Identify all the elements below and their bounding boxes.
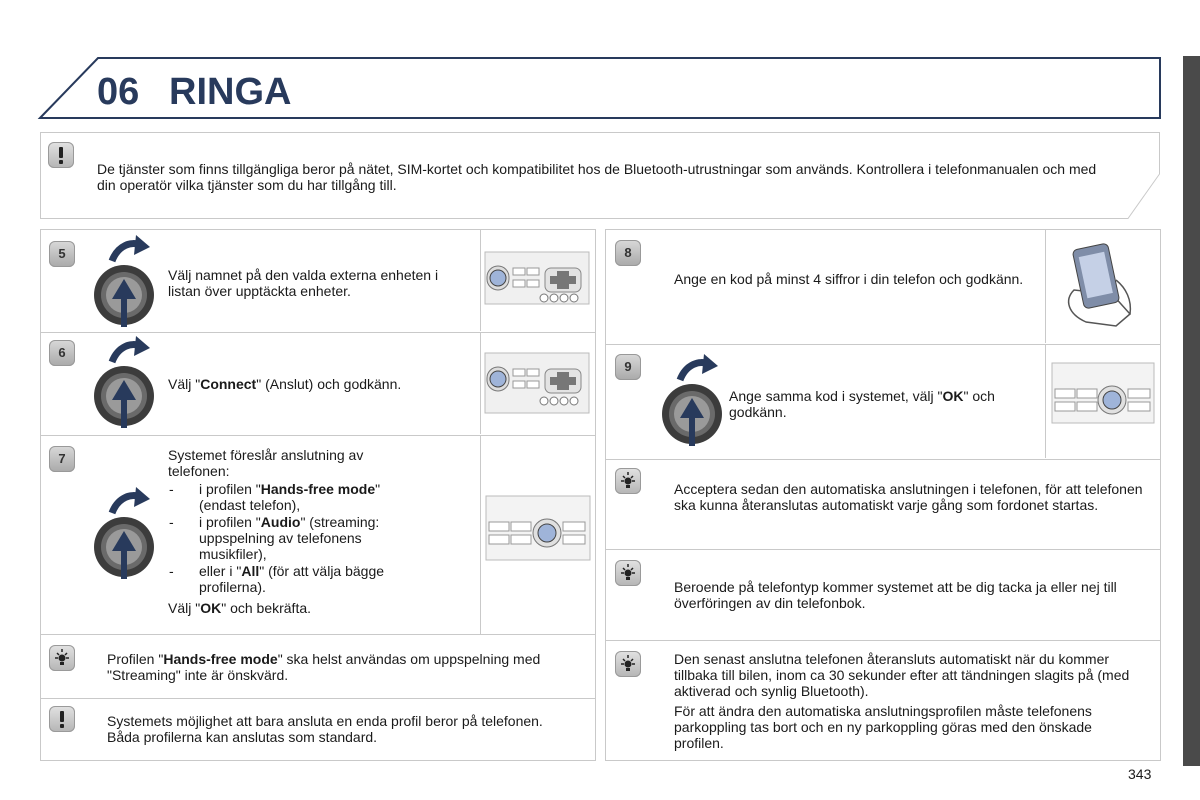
exclamation-icon	[49, 706, 75, 732]
step-8-badge: 8	[615, 240, 641, 266]
step-8-text: Ange en kod på minst 4 siffror i din telefon och godkänn.	[674, 271, 1024, 287]
phone-icon	[1046, 230, 1161, 343]
lightbulb-icon	[615, 560, 641, 586]
page-number: 343	[1128, 766, 1152, 782]
lightbulb-icon	[615, 468, 641, 494]
step-9-panel-image	[1045, 345, 1161, 458]
phonebook-tip-text: Beroende på telefontyp kommer systemet att be dig tacka ja eller nej till överföringen av din telefonbok.	[674, 579, 1117, 611]
exclamation-icon	[48, 142, 74, 168]
step-7-outro: Välj "OK" och bekräfta.	[168, 600, 312, 616]
list-item: - i profilen "Audio" (streaming: uppspelning av telefonens musikfiler),	[168, 514, 418, 562]
chapter-title: RINGA	[169, 71, 292, 113]
list-item: - eller i "All" (för att välja bägge profilerna).	[168, 563, 418, 595]
rotary-knob-icon	[92, 485, 162, 581]
side-tab-marker	[1183, 56, 1200, 766]
single-profile-note-text: Systemets möjlighet att bara ansluta en enda profil beror på telefonen. Båda profilerna kan anslutas som standard.	[107, 713, 543, 745]
rotary-knob-icon	[660, 352, 730, 448]
chapter-number: 06	[97, 71, 140, 113]
step-7-badge: 7	[49, 446, 75, 472]
profile-tip-text: Profilen "Hands-free mode" ska helst användas om uppspelning med "Streaming" inte är önskvärd.	[107, 651, 541, 683]
step-6-panel-image	[480, 333, 596, 434]
step-7-panel-image	[480, 436, 596, 634]
notice-text: De tjänster som finns tillgängliga beror på nätet, SIM-kortet och kompatibilitet hos de Bluetooth-utrustningar som används. Kontrollera i telefonmanualen och med din operatör vilka tjänster som du har tillgång till.	[97, 161, 1097, 193]
accept-tip-text: Acceptera sedan den automatiska anslutningen i telefonen, för att telefonen ska kunna återanslutas automatiskt varje gång som fordonet startas.	[674, 481, 1143, 513]
lightbulb-icon	[49, 645, 75, 671]
profile-options-list	[168, 481, 418, 595]
lightbulb-icon	[615, 651, 641, 677]
list-item: - i profilen "Hands-free mode" (endast telefon),	[168, 481, 418, 513]
step-6-badge: 6	[49, 340, 75, 366]
reconnect-tip-paragraph: Den senast anslutna telefonen återansluts automatiskt när du kommer tillbaka till bilen, inom ca 30 sekunder efter att tändningen slagits på (med aktiverad och synlig Bluetooth).	[674, 651, 1130, 699]
step-7-text	[168, 447, 418, 616]
step-9-text: Ange samma kod i systemet, välj "OK" och godkänn.	[729, 388, 995, 420]
rotary-knob-icon	[92, 233, 162, 329]
step-7-intro: Systemet föreslår anslutning av telefonen:	[168, 447, 364, 479]
step-5-panel-image	[480, 230, 596, 331]
reconnect-tip-paragraph: För att ändra den automatiska anslutningsprofilen måste telefonens parkoppling tas bort och en ny parkoppling göras med den önskade profilen.	[674, 703, 1092, 751]
step-9-badge: 9	[615, 354, 641, 380]
step-5-badge: 5	[49, 241, 75, 267]
step-8-phone-image	[1045, 230, 1161, 343]
step-6-text: Välj "Connect" (Anslut) och godkänn.	[168, 376, 402, 392]
step-5-text: Välj namnet på den valda externa enheten i listan över upptäckta enheter.	[168, 267, 439, 299]
rotary-knob-icon	[92, 334, 162, 430]
reconnect-tip-text	[674, 651, 1144, 751]
